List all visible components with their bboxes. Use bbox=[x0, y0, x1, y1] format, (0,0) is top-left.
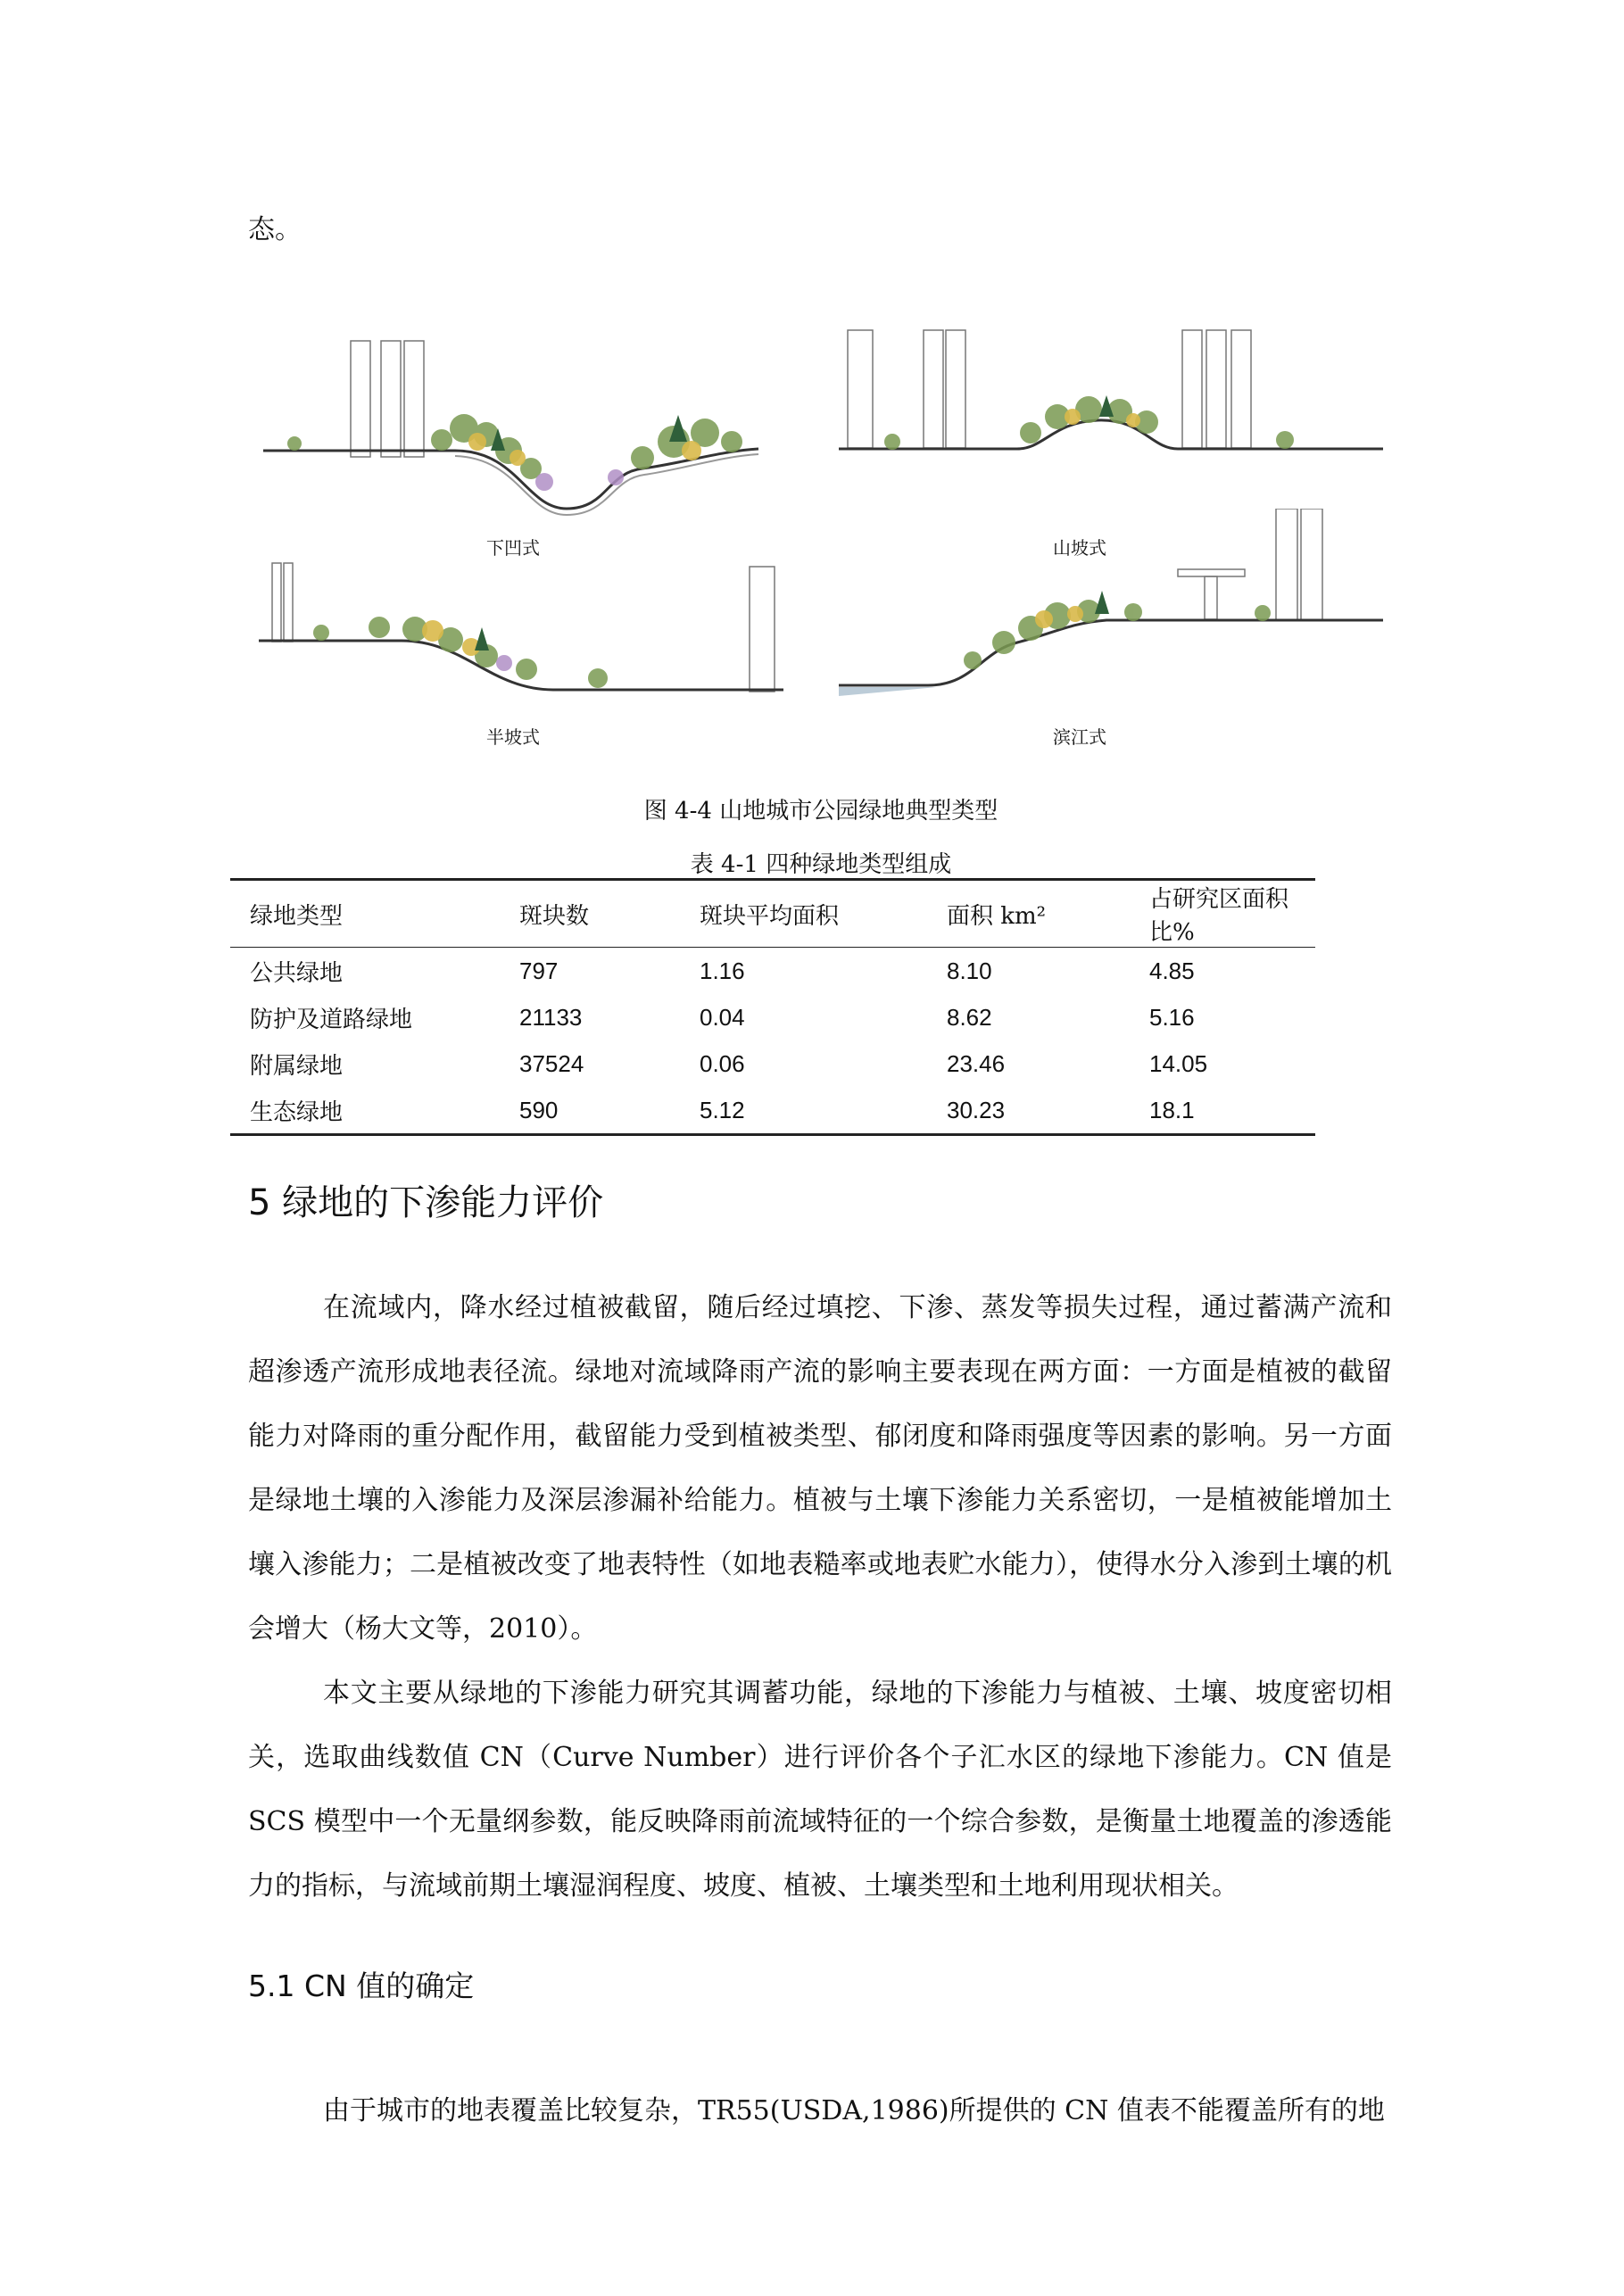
cell-area-km2: 8.62 bbox=[947, 1003, 992, 1031]
table-row bbox=[230, 994, 1315, 1040]
panel-hillslope-section bbox=[839, 317, 1392, 460]
cell-mean-area: 5.12 bbox=[680, 1087, 927, 1135]
cell-patch-count: 797 bbox=[519, 957, 559, 984]
table-row bbox=[230, 948, 1315, 995]
cell-area-ratio: 18.1 bbox=[1130, 1087, 1315, 1135]
cell-area-ratio: 14.05 bbox=[1149, 1049, 1208, 1077]
section-5-heading: 5 绿地的下渗能力评价 bbox=[248, 1182, 604, 1223]
cell-patch-count: 37524 bbox=[519, 1049, 584, 1077]
cell-type: 附属绿地 bbox=[250, 1052, 344, 1080]
cell-patch-count: 21133 bbox=[519, 1003, 583, 1031]
section-5-1-paragraph: 由于城市的地表覆盖比较复杂，TR55(USDA,1986)所提供的 CN 值表不能覆盖所有的地 bbox=[323, 2095, 1385, 2126]
panel-label-riverside: 滨江式 bbox=[1053, 726, 1106, 748]
table-row bbox=[230, 1087, 1315, 1135]
cell-patch-count: 590 bbox=[500, 1087, 680, 1135]
section-5-paragraph-1: 在流域内，降水经过植被截留，随后经过填挖、下渗、蒸发等损失过程，通过蓄满产流和超渗透产流形成地表径流。绿地对流域降雨产流的影响主要表现在两方面：一方面是植被的截留能力对降雨的重分配作用，截留能力受到植被类型、郁闭度和降雨强度等因素的影响。另一方面是绿地土壤的入渗能力及深层渗漏补给能力。植被与土壤下渗能力关系密切，一是植被能增加土壤入渗能力；二是植被改变了地表特性（如地表糙率或地表贮水能力），使得水分入渗到土壤的机会增大（杨大文等，2010）。 bbox=[248, 1292, 1392, 1645]
section-5-1-heading: 5.1 CN 值的确定 bbox=[248, 1969, 475, 2003]
col-header-type: 绿地类型 bbox=[230, 880, 500, 948]
section-5-paragraph-2: 本文主要从绿地的下渗能力研究其调蓄功能，绿地的下渗能力与植被、土壤、坡度密切相关，选取曲线数值 CN（Curve Number）进行评价各个子汇水区的绿地下渗能力。CN 值是 SCS 模型中一个无量纲参数，能反映降雨前流域特征的一个综合参数，是衡量土地覆盖的渗透能力的指标，与流域前期土壤湿润程度、坡度、植被、土壤类型和土地利用现状相关。 bbox=[248, 1678, 1392, 1902]
panel-label-concave: 下凹式 bbox=[486, 537, 540, 559]
cell-type: 公共绿地 bbox=[250, 959, 344, 987]
greenspace-composition-table bbox=[230, 878, 1315, 1136]
cell-area-km2: 8.10 bbox=[947, 957, 992, 984]
cell-area-ratio: 4.85 bbox=[1149, 957, 1195, 984]
intro-fragment: 态。 bbox=[248, 214, 302, 245]
cell-area-km2: 23.46 bbox=[947, 1049, 1006, 1077]
cell-area-km2: 30.23 bbox=[927, 1087, 1130, 1135]
figure-caption: 图 4-4 山地城市公园绿地典型类型 bbox=[643, 798, 998, 825]
table-caption: 表 4-1 四种绿地类型组成 bbox=[690, 851, 952, 878]
col-header-area-km2: 面积 km² bbox=[927, 880, 1130, 948]
figure-park-greenspace-types bbox=[259, 317, 1410, 754]
col-header-mean-area: 斑块平均面积 bbox=[680, 880, 927, 948]
table-header-row bbox=[230, 880, 1315, 948]
cell-mean-area: 1.16 bbox=[700, 957, 745, 984]
col-header-area-ratio: 占研究区面积比% bbox=[1130, 880, 1315, 948]
panel-concave-section bbox=[259, 317, 785, 531]
cell-type: 防护及道路绿地 bbox=[250, 1006, 413, 1033]
cell-mean-area: 0.06 bbox=[700, 1049, 745, 1077]
table-row bbox=[230, 1040, 1315, 1087]
panel-riverside-section bbox=[839, 509, 1392, 700]
cell-mean-area: 0.04 bbox=[700, 1003, 745, 1031]
panel-label-halfslope: 半坡式 bbox=[486, 726, 540, 748]
cell-type: 生态绿地 bbox=[230, 1087, 500, 1135]
panel-label-hillslope: 山坡式 bbox=[1053, 537, 1106, 559]
panel-halfslope-section bbox=[259, 558, 785, 700]
col-header-patch-count: 斑块数 bbox=[500, 880, 680, 948]
cell-area-ratio: 5.16 bbox=[1149, 1003, 1195, 1031]
